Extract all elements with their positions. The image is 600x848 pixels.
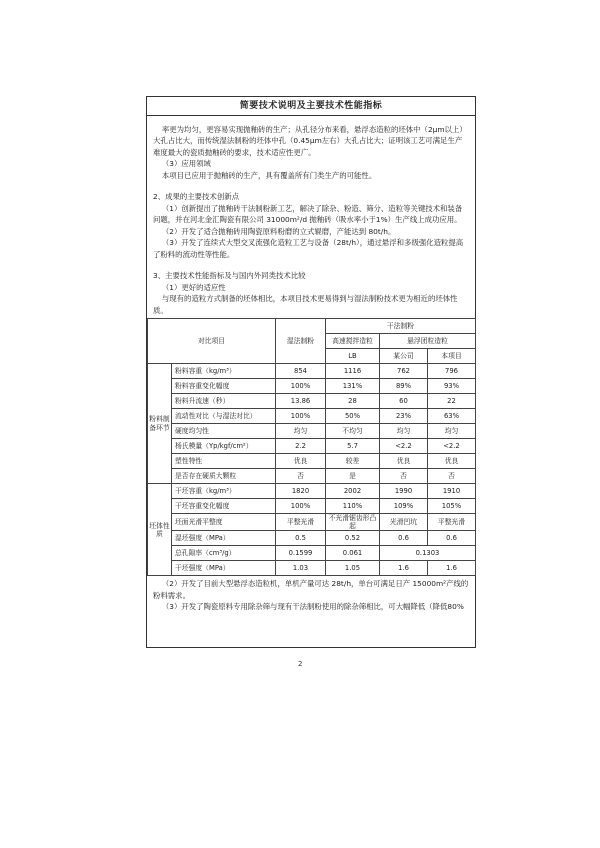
row-group-label: 坯体性质	[148, 484, 172, 576]
body-text	[147, 116, 475, 316]
table-cell: 优良	[276, 454, 326, 469]
table-row	[148, 454, 476, 469]
table-cell: 2.2	[276, 439, 326, 454]
table-cell: 较差	[326, 454, 380, 469]
table-cell: 均匀	[276, 424, 326, 439]
table-row	[148, 469, 476, 484]
table-row	[148, 499, 476, 514]
table-cell: 优良	[428, 454, 476, 469]
paragraph: 本项目已应用于抛釉砖的生产，具有覆盖所有门类生产的可能性。	[161, 170, 377, 180]
table-row	[148, 379, 476, 394]
paragraph: 率更为均匀，更容易实现抛釉砖的生产；从孔径分布来看，悬浮态造粒的坯体中（2μm以上）大孔占比大，而传统湿法制粉的坯体中孔（0.45μm左右）大孔占比大；证明该工艺可满足生产难度最大的瓷质抛釉砖的要求，技术适应性更广。	[153, 125, 467, 157]
tail-text	[147, 578, 475, 612]
table-cell: 1.6	[428, 561, 476, 576]
row-label: 总孔隙率（cm³/g）	[172, 546, 276, 561]
section-heading: 2、成果的主要技术创新点	[153, 192, 240, 202]
table-cell: 平整光滑	[276, 514, 326, 531]
table-header: 湿法制粉	[276, 319, 326, 364]
paragraph: （1）创新提出了抛釉砖干法制粉新工艺，解决了除杂、粉造、筛分、造粒等关键技术和装备问题，并在河北金汇陶瓷有限公司 31000m²/d 抛釉砖（吸水率小于1%）生产线上成功应用。	[153, 203, 463, 225]
table-cell: 100%	[276, 379, 326, 394]
table-cell: 2002	[326, 484, 380, 499]
table-header: 对比项目	[148, 319, 276, 364]
paragraph: （2）开发了适合抛釉砖用陶瓷原料粉磨的立式辊磨，产能达到 80t/h。	[161, 226, 396, 236]
table-cell: 0.5	[276, 531, 326, 546]
table-header: 干法制粉	[326, 319, 476, 334]
table-cell: 105%	[428, 499, 476, 514]
table-header: 某公司	[380, 349, 428, 364]
table-cell: 0.6	[380, 531, 428, 546]
table-cell: 0.52	[326, 531, 380, 546]
table-cell: 0.061	[326, 546, 380, 561]
table-row	[148, 424, 476, 439]
page-title: 简要技术说明及主要技术性能指标	[147, 97, 475, 116]
table-cell: 否	[276, 469, 326, 484]
table-header: LB	[326, 349, 380, 364]
table-cell: 否	[380, 469, 428, 484]
table-row	[148, 514, 476, 531]
paragraph: （3）开发了连续式大型交叉流强化造粒工艺与设备（28t/h），通过悬浮和多级强化造粒提高了粉料的流动性等性能。	[153, 238, 464, 259]
row-label: 干坯容重（kg/m³）	[172, 484, 276, 499]
item-heading: （1）更好的适应性	[161, 282, 226, 292]
table-cell: 1990	[380, 484, 428, 499]
table-cell: 不光滑锯齿形凸起	[326, 514, 380, 531]
table-row	[148, 439, 476, 454]
table-cell: 131%	[326, 379, 380, 394]
table-cell: 93%	[428, 379, 476, 394]
item-heading: （3）应用领域	[161, 159, 211, 169]
row-label: 湿坯强度（MPa）	[172, 531, 276, 546]
table-cell: 优良	[380, 454, 428, 469]
table-row	[148, 484, 476, 499]
table-cell: 平整光滑	[428, 514, 476, 531]
table-cell: 1.6	[380, 561, 428, 576]
table-cell: 89%	[380, 379, 428, 394]
table-cell: 13.86	[276, 394, 326, 409]
table-cell: 50%	[326, 409, 380, 424]
table-row	[148, 409, 476, 424]
row-label: 流动性对比（与湿法对比）	[172, 409, 276, 424]
row-label: 粉料升流速（秒）	[172, 394, 276, 409]
document-page	[146, 96, 476, 648]
row-label: 粉料容重（kg/m³）	[172, 364, 276, 379]
table-cell: 762	[380, 364, 428, 379]
table-cell: 109%	[380, 499, 428, 514]
row-label: 粉料容重变化幅度	[172, 379, 276, 394]
table-row	[148, 546, 476, 561]
page-number: 2	[298, 660, 303, 668]
table-cell: 1910	[428, 484, 476, 499]
paragraph: （2）开发了目前大型悬浮态造粒机，单机产量可达 28t/h，单台可满足日产 15000m²产线的粉料需求。	[153, 579, 469, 600]
table-cell: 0.1303	[380, 546, 476, 561]
table-row	[148, 561, 476, 576]
table-cell: 是	[326, 469, 380, 484]
section-heading: 3、主要技术性能指标及与国内外同类技术比较	[153, 271, 306, 281]
table-cell: 796	[428, 364, 476, 379]
row-label: 是否存在硬质大颗粒	[172, 469, 276, 484]
table-cell: 100%	[276, 499, 326, 514]
table-cell: 否	[428, 469, 476, 484]
table-cell: <2.2	[428, 439, 476, 454]
table-cell: 28	[326, 394, 380, 409]
paragraph: （3）开发了陶瓷原料专用除杂筛与现有干法制粉使用的除杂筛相比，可大幅降低（降低80%	[161, 602, 464, 612]
table-row	[148, 394, 476, 409]
table-header: 高速搅拌造粒	[326, 334, 380, 349]
table-cell: 1.03	[276, 561, 326, 576]
row-label: 干坯容重变化幅度	[172, 499, 276, 514]
table-cell: 1116	[326, 364, 380, 379]
table-cell: 1.05	[326, 561, 380, 576]
table-cell: 854	[276, 364, 326, 379]
row-label: 坯面光滑平整度	[172, 514, 276, 531]
table-header: 悬浮团粒造粒	[380, 334, 476, 349]
row-group-label: 粉料制备环节	[148, 364, 172, 484]
table-cell: 0.6	[428, 531, 476, 546]
table-cell: 不均匀	[326, 424, 380, 439]
table-cell: 63%	[428, 409, 476, 424]
table-cell: 均匀	[380, 424, 428, 439]
table-cell: 23%	[380, 409, 428, 424]
table-cell: 均匀	[428, 424, 476, 439]
table-cell: 光滑凹坑	[380, 514, 428, 531]
comparison-table	[147, 318, 476, 576]
row-label: 杨氏模量（Yp/kgf/cm²）	[172, 439, 276, 454]
table-cell: <2.2	[380, 439, 428, 454]
row-label: 硬度均匀性	[172, 424, 276, 439]
table-header: 本项目	[428, 349, 476, 364]
table-cell: 100%	[276, 409, 326, 424]
table-cell: 110%	[326, 499, 380, 514]
row-label: 塑性特性	[172, 454, 276, 469]
row-label: 干坯强度（MPa）	[172, 561, 276, 576]
table-row	[148, 531, 476, 546]
table-cell: 1820	[276, 484, 326, 499]
table-cell: 5.7	[326, 439, 380, 454]
table-cell: 22	[428, 394, 476, 409]
table-cell: 60	[380, 394, 428, 409]
table-cell: 0.1599	[276, 546, 326, 561]
paragraph: 与现有的造粒方式制备的坯体相比，本项目技术更易得到与湿法制粉技术更为相近的坯体性质。	[153, 294, 458, 315]
table-row	[148, 364, 476, 379]
